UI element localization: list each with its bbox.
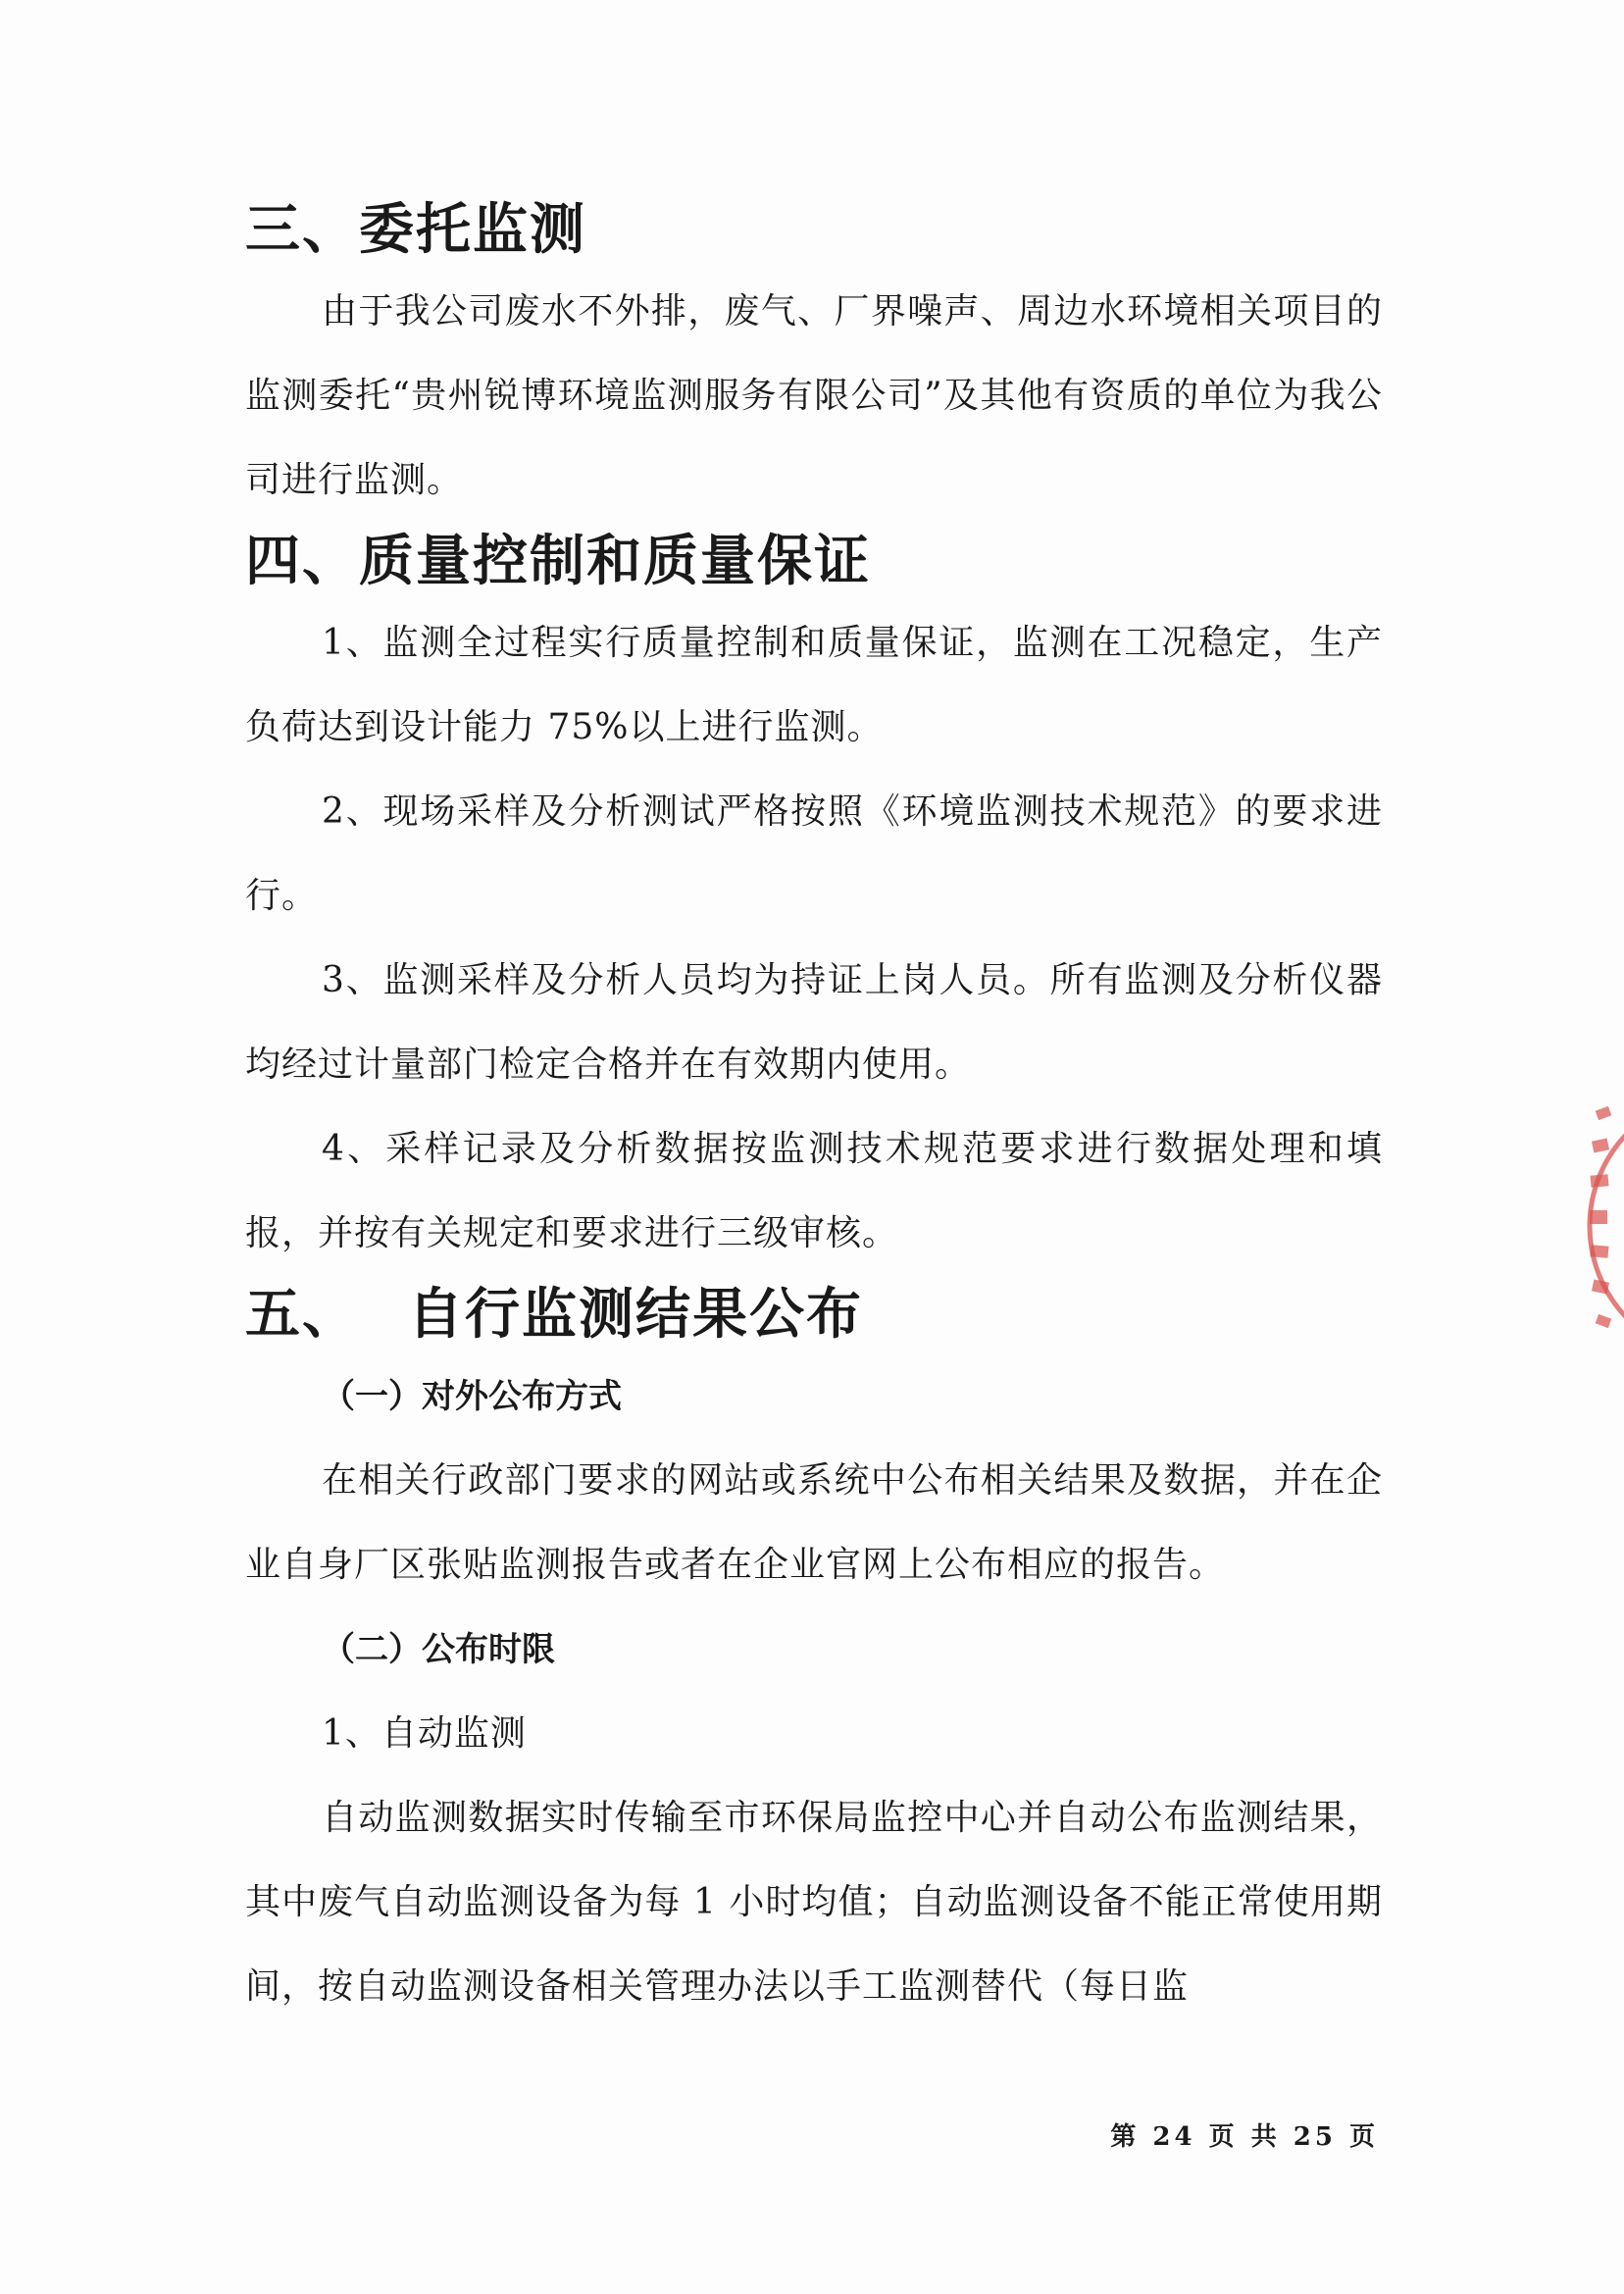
page-content (245, 191, 1383, 2029)
section-3-paragraph: 由于我公司废水不外排，废气、厂界噪声、周边水环境相关项目的监测委托“贵州锐博环境监测服务有限公司”及其他有资质的单位为我公司进行监测。 (245, 291, 1383, 500)
section-5-heading (245, 1276, 1383, 1354)
page-number-footer: 第 24 页 共 25 页 (1110, 2122, 1379, 2152)
section-4-item-2: 2、现场采样及分析测试严格按照《环境监测技术规范》的要求进行。 (245, 791, 1383, 916)
section-5-sub-2-item-1: 1、自动监测 (322, 1713, 527, 1754)
section-5-subheading-1: （一）对外公布方式 (322, 1377, 622, 1416)
section-5-sub-1-paragraph: 在相关行政部门要求的网站或系统中公布相关结果及数据，并在企业自身厂区张贴监测报告或者在企业官网上公布相应的报告。 (245, 1460, 1383, 1585)
section-5-sub-2-paragraph: 自动监测数据实时传输至市环保局监控中心并自动公布监测结果，其中废气自动监测设备为每 1 小时均值；自动监测设备不能正常使用期间，按自动监测设备相关管理办法以手工监测替代（每日监 (245, 1798, 1383, 2007)
section-3-heading: 三、委托监测 (245, 198, 586, 262)
section-5-heading-text: 自行监测结果公布 (408, 1283, 863, 1347)
section-4-heading: 四、质量控制和质量保证 (245, 530, 871, 593)
seal-icon (1575, 1079, 1624, 1373)
section-4-item-3: 3、监测采样及分析人员均为持证上岗人员。所有监测及分析仪器均经过计量部门检定合格并在有效期内使用。 (245, 960, 1383, 1085)
section-4-item-4: 4、采样记录及分析数据按监测技术规范要求进行数据处理和填报，并按有关规定和要求进行三级审核。 (245, 1129, 1383, 1253)
section-5-heading-number: 五、 (245, 1283, 359, 1347)
section-4-item-1: 1、监测全过程实行质量控制和质量保证，监测在工况稳定，生产负荷达到设计能力 75%以上进行监测。 (245, 623, 1383, 747)
section-5-subheading-2: （二）公布时限 (322, 1630, 555, 1669)
red-seal-stamp-edge (1575, 1079, 1624, 1373)
